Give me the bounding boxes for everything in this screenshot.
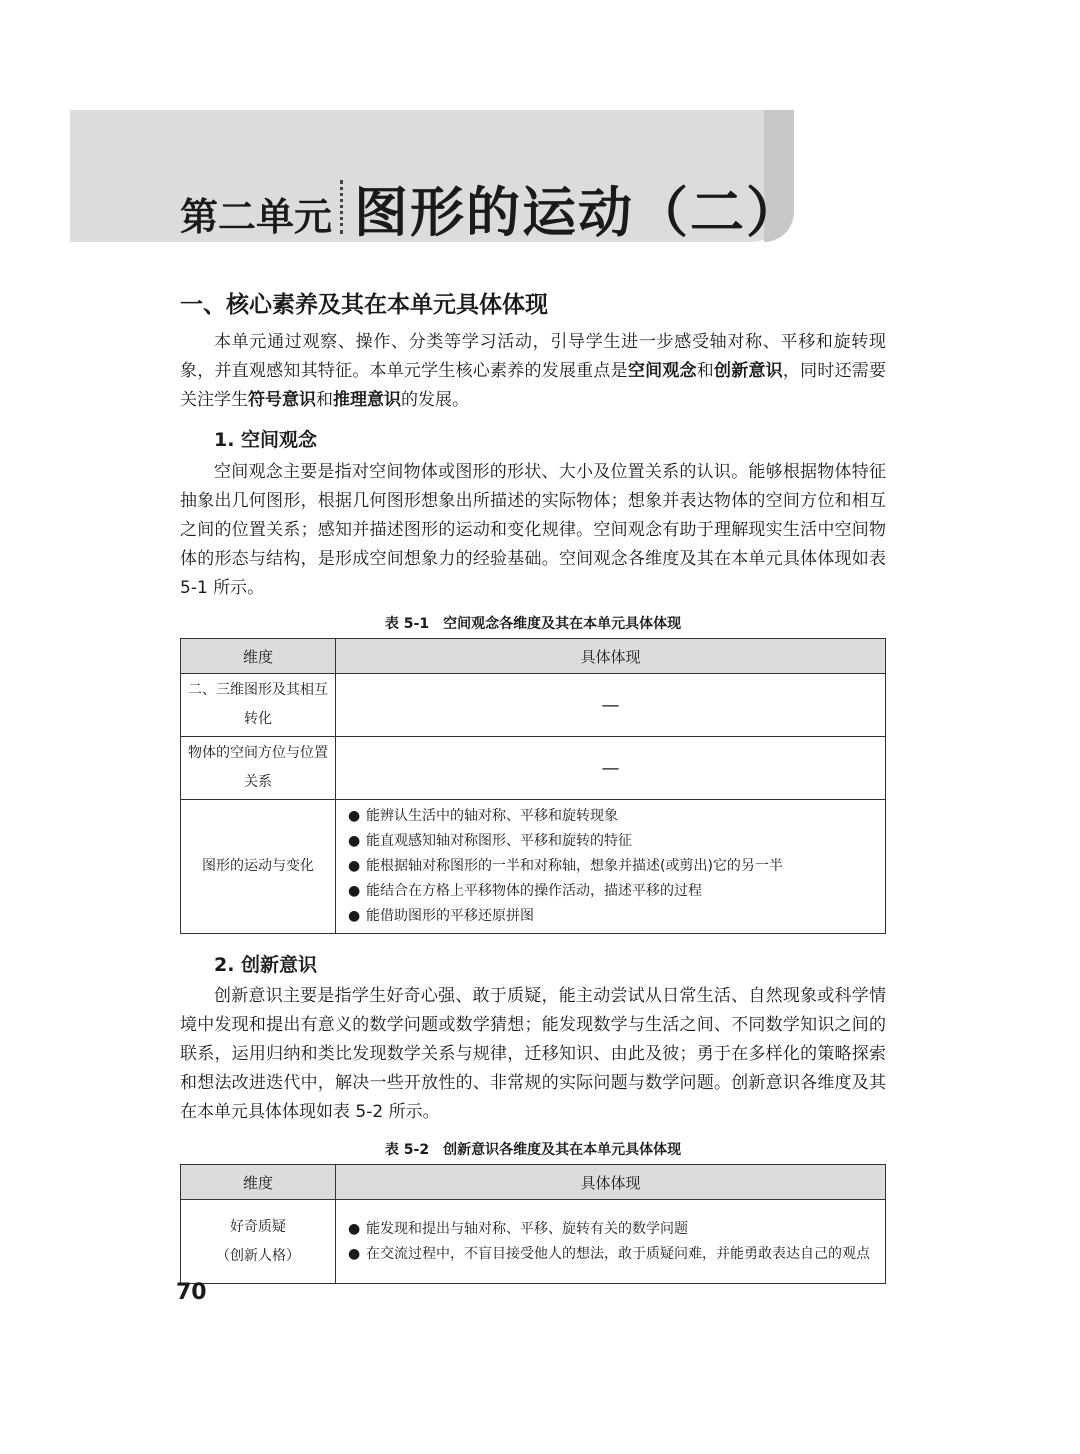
keyword-reasoning: 推理意识	[333, 390, 401, 410]
bullet-icon: ●	[348, 908, 361, 924]
bullet-icon: ●	[348, 833, 361, 849]
list-item: ● 能结合在方格上平移物体的操作活动，描述平移的过程	[348, 879, 873, 904]
subheading-spatial: 1. 空间观念	[214, 429, 318, 451]
table1-dimension-cell: 物体的空间方位与位置关系	[181, 737, 336, 800]
table1-caption: 表 5-1 空间观念各维度及其在本单元具体体现	[384, 616, 682, 632]
table-row	[181, 674, 886, 737]
table1-content-cell: —	[336, 674, 886, 737]
bullet-icon: ●	[348, 1220, 361, 1237]
intro-paragraph: 本单元通过观察、操作、分类等学习活动，引导学生进一步感受轴对称、平移和旋转现象，并直观感知其特征。本单元学生核心素养的发展重点是空间观念和创新意识，同时还需要关注学生符号意识和推理意识的发展。	[180, 332, 887, 410]
table2-dimension-cell: 好奇质疑 （创新人格）	[181, 1200, 336, 1284]
keyword-symbol: 符号意识	[248, 390, 316, 410]
list-item: ● 能根据轴对称图形的一半和对称轴，想象并描述(或剪出)它的另一半	[348, 854, 873, 879]
section-heading: 一、核心素养及其在本单元具体体现	[180, 292, 548, 318]
bullet-icon: ●	[348, 1245, 361, 1262]
table1-dimension-cell: 二、三维图形及其相互转化	[181, 674, 336, 737]
table2-header-dimension: 维度	[181, 1165, 336, 1200]
innovation-paragraph: 创新意识主要是指学生好奇心强、敢于质疑，能主动尝试从日常生活、自然现象或科学情境中发现和提出有意义的数学问题或数学猜想；能发现数学与生活之间、不同数学知识之间的联系，运用归纳和类比发现数学关系与规律，迁移知识、由此及彼；勇于在多样化的策略探索和想法改进迭代中，解决一些开放性的、非常规的实际问题与数学问题。创新意识各维度及其在本单元具体体现如表 5-2 所示。	[180, 986, 886, 1122]
page-number: 70	[176, 1280, 207, 1305]
spatial-paragraph: 空间观念主要是指对空间物体或图形的形状、大小及位置关系的认识。能够根据物体特征抽象出几何图形，根据几何图形想象出所描述的实际物体；想象并表达物体的空间方位和相互之间的位置关系；感知并描述图形的运动和变化规律。空间观念有助于理解现实生活中空间物体的形态与结构，是形成空间想象力的经验基础。空间观念各维度及其在本单元具体体现如表 5-1 所示。	[180, 462, 886, 598]
table1-header-dimension: 维度	[181, 639, 336, 674]
table-row	[181, 737, 886, 800]
table1-dimension-cell: 图形的运动与变化	[181, 800, 336, 934]
table2-header-row	[181, 1165, 886, 1200]
table1-content-cell: —	[336, 737, 886, 800]
table1-header-row	[181, 639, 886, 674]
bullet-icon: ●	[348, 883, 361, 899]
table-row	[181, 1200, 886, 1284]
table2	[180, 1164, 886, 1284]
subheading-innovation: 2. 创新意识	[214, 954, 318, 976]
list-item: ● 在交流过程中，不盲目接受他人的想法，敢于质疑问难，并能勇敢表达自己的观点	[348, 1242, 873, 1267]
list-item: ● 能发现和提出与轴对称、平移、旋转有关的数学问题	[348, 1217, 873, 1242]
table1-header-content: 具体体现	[336, 639, 886, 674]
list-item: ● 能借助图形的平移还原拼图	[348, 904, 873, 929]
unit-separator	[340, 180, 343, 234]
table1-content-cell	[336, 800, 886, 934]
keyword-innovation: 创新意识	[714, 361, 783, 381]
bullet-icon: ●	[348, 808, 361, 824]
list-item: ● 能直观感知轴对称图形、平移和旋转的特征	[348, 829, 873, 854]
table2-header-content: 具体体现	[336, 1165, 886, 1200]
table2-caption: 表 5-2 创新意识各维度及其在本单元具体体现	[384, 1142, 682, 1158]
list-item: ● 能辨认生活中的轴对称、平移和旋转现象	[348, 804, 873, 829]
keyword-spatial: 空间观念	[627, 361, 697, 381]
unit-label: 第二单元	[180, 195, 333, 239]
table2-content-cell	[336, 1200, 886, 1284]
table-row	[181, 800, 886, 934]
bullet-icon: ●	[348, 858, 361, 874]
table1	[180, 638, 886, 934]
unit-title: 图形的运动（二）	[354, 181, 802, 244]
